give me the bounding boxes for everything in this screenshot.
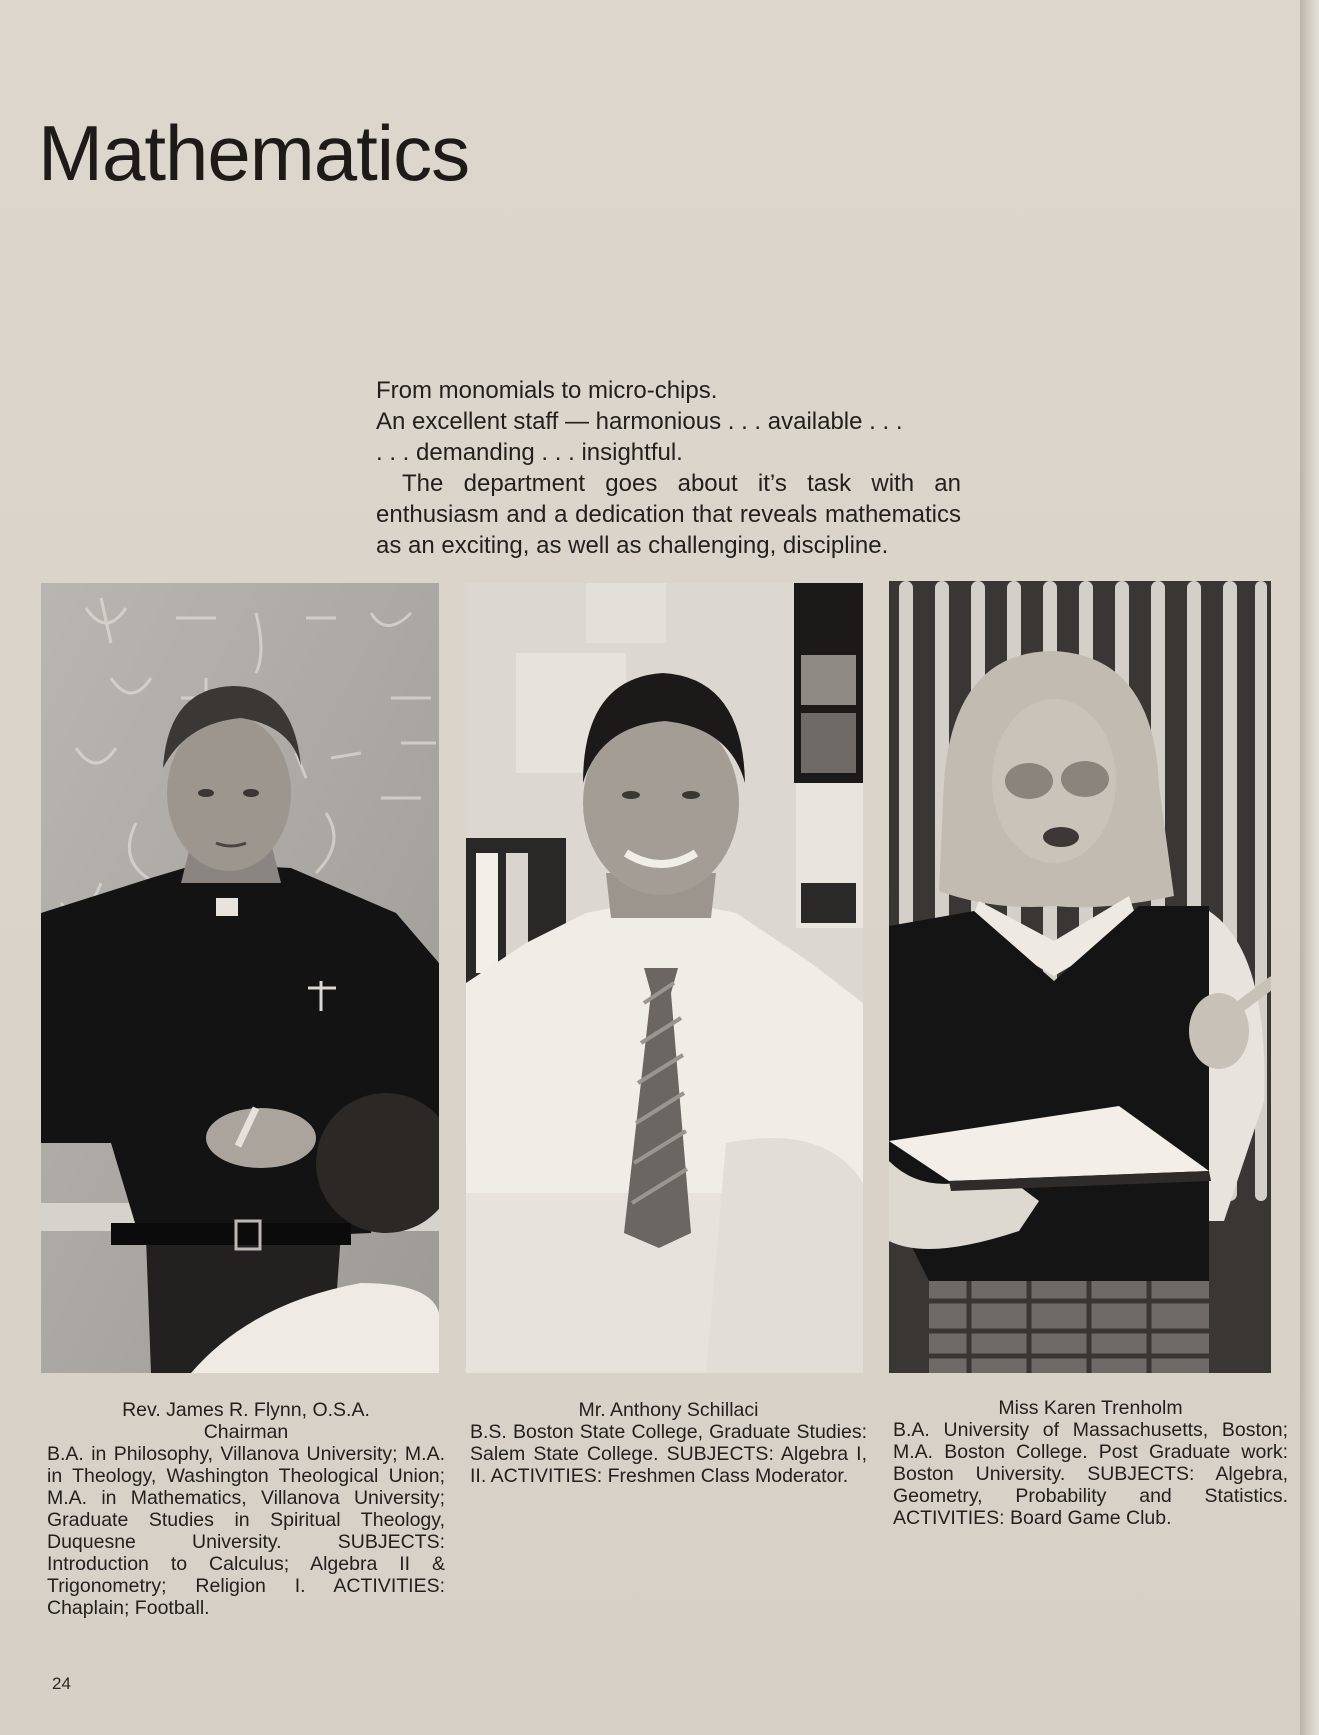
- intro-line-2: An excellent staff — harmonious . . . available . . .: [376, 408, 903, 435]
- photo-miss-trenholm: [889, 581, 1271, 1373]
- intro-paragraph: The department goes about it’s task with an enthusiasm and a dedication that reveals mathematics as an exciting, as well as challenging, discipline.: [376, 470, 961, 559]
- intro-text: [376, 375, 961, 561]
- photo-rev-flynn: [41, 583, 439, 1373]
- faculty-name: Mr. Anthony Schillaci: [578, 1399, 759, 1421]
- caption-miss-trenholm: [893, 1397, 1288, 1529]
- page-edge: [1300, 0, 1319, 1735]
- intro-line-1: From monomials to micro-chips.: [376, 377, 718, 404]
- faculty-bio: B.A. in Philosophy, Villanova University; M.A. in Theology, Washington Theological Union; M.A. in Mathematics, Villanova University; Graduate Studies in Spiritual Theology, Duquesne University. SUBJECTS: Introduction to Calculus; Algebra II & Trigonometry; Religion I. ACTIVITIES: Chaplain; Football.: [47, 1443, 445, 1619]
- caption-rev-flynn: [47, 1399, 445, 1619]
- faculty-name: Rev. James R. Flynn, O.S.A.: [122, 1399, 370, 1421]
- caption-mr-schillaci: [470, 1399, 867, 1487]
- intro-line-3: . . . demanding . . . insightful.: [376, 439, 683, 466]
- faculty-bio: B.A. University of Massachusetts, Boston; M.A. Boston College. Post Graduate work: Boston University. SUBJECTS: Algebra, Geometry, Probability and Statistics. ACTIVITIES: Board Game Club.: [893, 1419, 1288, 1529]
- faculty-bio: B.S. Boston State College, Graduate Studies: Salem State College. SUBJECTS: Algebra I, II. ACTIVITIES: Freshmen Class Moderator.: [470, 1421, 867, 1487]
- faculty-title: Chairman: [203, 1421, 289, 1443]
- page-title: Mathematics: [38, 109, 470, 197]
- faculty-name: Miss Karen Trenholm: [998, 1397, 1183, 1419]
- photo-mr-schillaci: [466, 583, 863, 1373]
- page-number: 24: [52, 1674, 71, 1693]
